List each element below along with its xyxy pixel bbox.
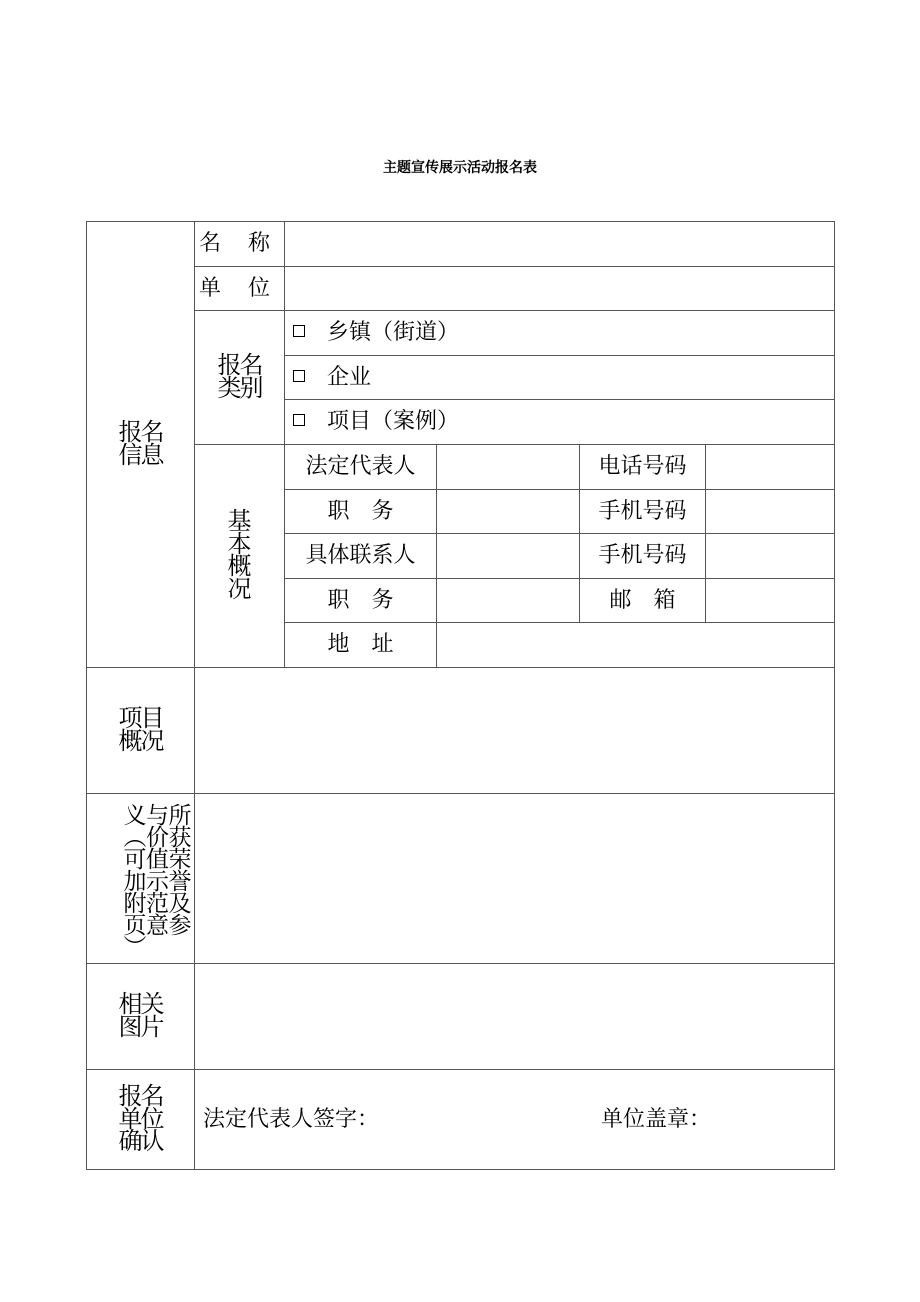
address-field[interactable] bbox=[437, 623, 835, 668]
contact-mobile-field[interactable] bbox=[706, 534, 835, 579]
name-label-cell bbox=[195, 222, 285, 267]
registration-form-table bbox=[86, 221, 835, 1170]
checkbox-icon[interactable] bbox=[293, 414, 305, 426]
contact-position-field[interactable] bbox=[437, 579, 580, 623]
checkbox-icon[interactable] bbox=[293, 325, 305, 337]
category-option-label: 企业 bbox=[327, 364, 372, 390]
unit-label: 单 位 bbox=[199, 275, 280, 301]
confirm-label-cell bbox=[87, 1070, 195, 1170]
legal-rep-position-label: 职 务 bbox=[285, 490, 437, 534]
honors-label: 所获荣誉及参与价值示范意义（可加附页） bbox=[119, 803, 191, 957]
category-option-project[interactable] bbox=[285, 400, 835, 445]
mobile-label: 手机号码 bbox=[580, 490, 706, 534]
legal-rep-field[interactable] bbox=[437, 445, 580, 490]
section-registration-info bbox=[87, 222, 195, 668]
address-label: 地 址 bbox=[285, 623, 437, 668]
email-label: 邮 箱 bbox=[580, 579, 706, 623]
category-option-label: 项目（案例） bbox=[327, 409, 460, 434]
confirm-label: 报名单位确认 bbox=[118, 1081, 163, 1156]
contact-person-label: 具体联系人 bbox=[285, 534, 437, 579]
photos-label: 相关图片 bbox=[118, 990, 163, 1041]
project-overview-field[interactable] bbox=[195, 668, 835, 794]
document-title: 主题宣传展示活动报名表 bbox=[383, 160, 537, 176]
category-option-enterprise[interactable] bbox=[285, 356, 835, 400]
photos-label-cell bbox=[87, 964, 195, 1070]
contact-position-label: 职 务 bbox=[285, 579, 437, 623]
confirm-field bbox=[195, 1070, 835, 1170]
phone-label: 电话号码 bbox=[580, 445, 706, 490]
section-registration-info-label: 报名信息 bbox=[118, 418, 163, 469]
basic-info-label: 基本概况 bbox=[227, 506, 252, 604]
category-label-cell bbox=[195, 311, 285, 445]
contact-mobile-label: 手机号码 bbox=[580, 534, 706, 579]
name-label: 名 称 bbox=[199, 231, 280, 256]
project-overview-label-cell bbox=[87, 668, 195, 794]
email-field[interactable] bbox=[706, 579, 835, 623]
legal-rep-label: 法定代表人 bbox=[285, 445, 437, 490]
legal-rep-position-field[interactable] bbox=[437, 490, 580, 534]
mobile-field[interactable] bbox=[706, 490, 835, 534]
project-overview-label: 项目概况 bbox=[118, 704, 163, 755]
name-field[interactable] bbox=[285, 222, 835, 267]
category-label: 报名类别 bbox=[217, 351, 262, 402]
basic-info-label-cell bbox=[195, 445, 285, 668]
category-option-label: 乡镇（街道） bbox=[327, 320, 460, 345]
unit-label-cell bbox=[195, 267, 285, 311]
phone-field[interactable] bbox=[706, 445, 835, 490]
checkbox-icon[interactable] bbox=[293, 370, 305, 382]
signature-label: 法定代表人签字： bbox=[203, 1106, 380, 1132]
seal-label: 单位盖章： bbox=[601, 1106, 712, 1132]
category-option-township[interactable] bbox=[285, 311, 835, 356]
honors-field[interactable] bbox=[195, 794, 835, 964]
unit-field[interactable] bbox=[285, 267, 835, 311]
contact-person-field[interactable] bbox=[437, 534, 580, 579]
photos-field[interactable] bbox=[195, 964, 835, 1070]
honors-label-cell bbox=[87, 794, 195, 964]
